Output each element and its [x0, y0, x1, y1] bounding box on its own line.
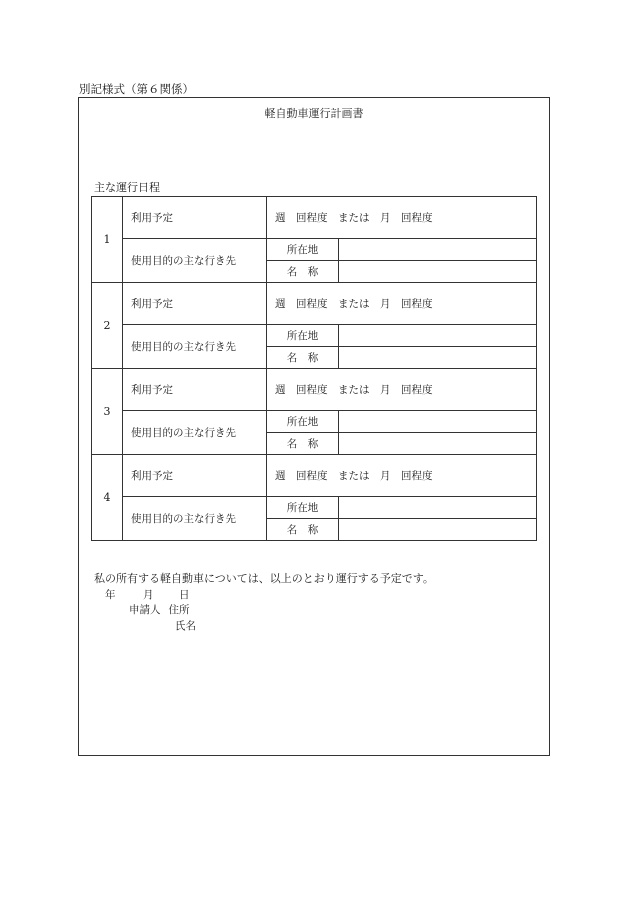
usage-plan-label: 利用予定 [123, 197, 267, 239]
destination-label: 使用目的の主な行き先 [123, 497, 267, 541]
destination-label: 使用目的の主な行き先 [123, 325, 267, 369]
schedule-row-2-usage [92, 283, 537, 325]
date-year: 年 [105, 589, 116, 601]
date-month: 月 [143, 589, 154, 601]
schedule-row-2-address [92, 325, 537, 347]
section-label: 主な運行日程 [94, 181, 160, 194]
applicant-name-label: 氏名 [175, 620, 196, 632]
address-field[interactable] [339, 411, 537, 433]
applicant-label: 申請人 [129, 604, 161, 616]
address-field[interactable] [339, 497, 537, 519]
usage-plan-label: 利用予定 [123, 283, 267, 325]
place-name-field[interactable] [339, 433, 537, 455]
place-name-label: 名 称 [267, 519, 339, 541]
place-name-label: 名 称 [267, 433, 339, 455]
schedule-table [91, 196, 537, 541]
schedule-number: 4 [92, 455, 123, 541]
schedule-row-1-address [92, 239, 537, 261]
applicant-line [129, 602, 190, 617]
destination-label: 使用目的の主な行き先 [123, 411, 267, 455]
address-label: 所在地 [267, 239, 339, 261]
declaration-statement: 私の所有する軽自動車については、以上のとおり運行する予定です。 [94, 572, 434, 585]
form-label: 別記様式（第６関係） [79, 82, 194, 96]
usage-plan-value: 週 回程度 または 月 回程度 [267, 455, 537, 497]
usage-plan-value: 週 回程度 または 月 回程度 [267, 283, 537, 325]
schedule-row-4-address [92, 497, 537, 519]
date-day: 日 [179, 589, 190, 601]
place-name-label: 名 称 [267, 347, 339, 369]
applicant-address-label: 住所 [168, 604, 190, 616]
place-name-field[interactable] [339, 261, 537, 283]
schedule-number: 2 [92, 283, 123, 369]
usage-plan-value: 週 回程度 または 月 回程度 [267, 197, 537, 239]
address-label: 所在地 [267, 325, 339, 347]
schedule-row-1-usage [92, 197, 537, 239]
usage-plan-label: 利用予定 [123, 369, 267, 411]
schedule-row-3-usage [92, 369, 537, 411]
place-name-label: 名 称 [267, 261, 339, 283]
schedule-number: 1 [92, 197, 123, 283]
address-field[interactable] [339, 239, 537, 261]
schedule-row-4-usage [92, 455, 537, 497]
schedule-row-3-address [92, 411, 537, 433]
usage-plan-value: 週 回程度 または 月 回程度 [267, 369, 537, 411]
place-name-field[interactable] [339, 519, 537, 541]
address-label: 所在地 [267, 411, 339, 433]
place-name-field[interactable] [339, 347, 537, 369]
document-frame [78, 97, 550, 756]
destination-label: 使用目的の主な行き先 [123, 239, 267, 283]
schedule-number: 3 [92, 369, 123, 455]
address-label: 所在地 [267, 497, 339, 519]
usage-plan-label: 利用予定 [123, 455, 267, 497]
address-field[interactable] [339, 325, 537, 347]
document-title: 軽自動車運行計画書 [264, 107, 364, 120]
